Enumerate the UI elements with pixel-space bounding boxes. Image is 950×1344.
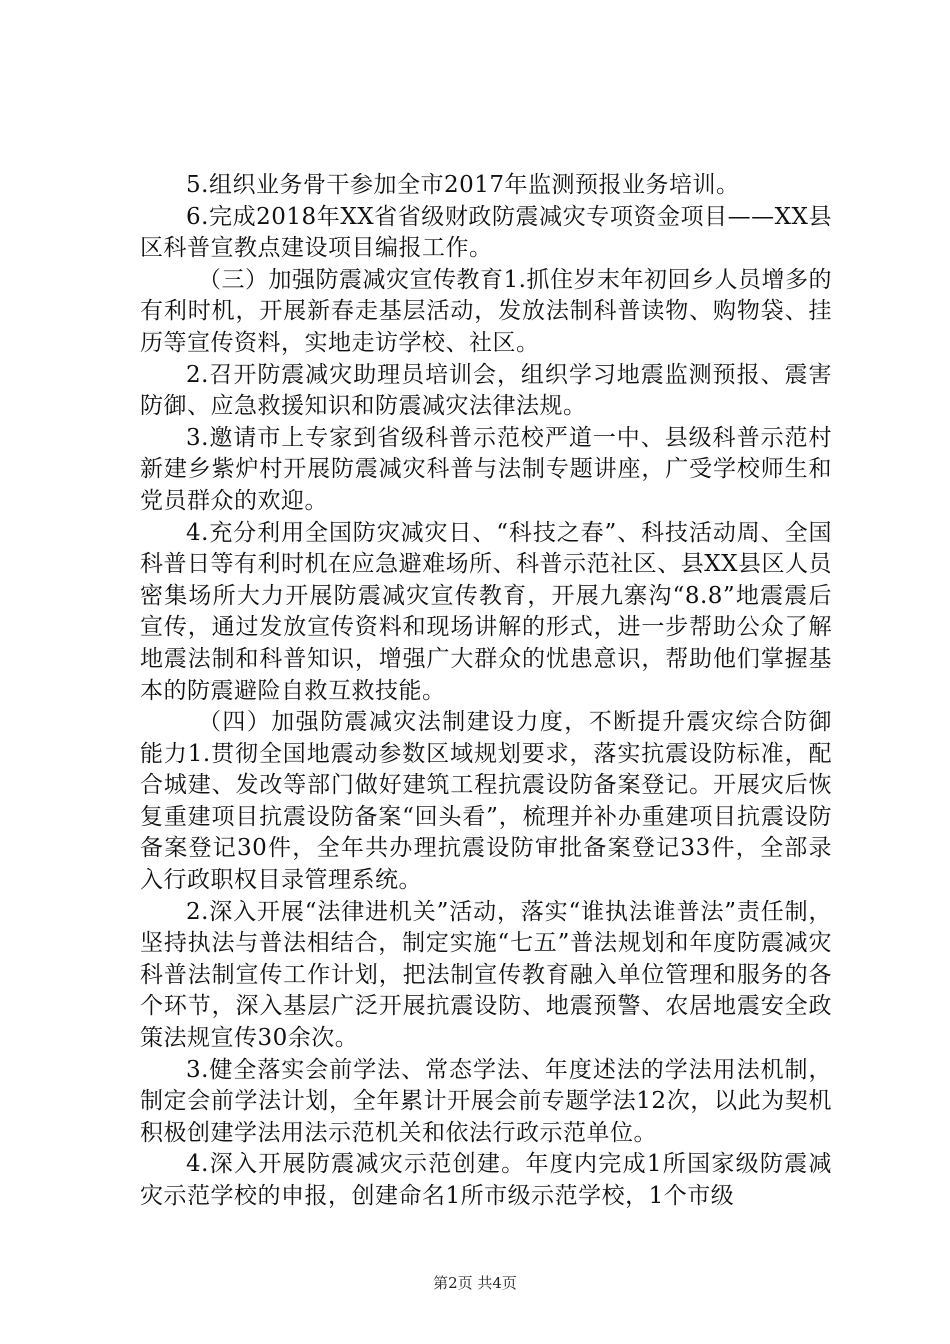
paragraph-item-6: 6.完成2018年XX省省级财政防震减灾专项资金项目——XX县区科普宣教点建设项目编报工作。 (140, 203, 832, 262)
section-heading-3: （三）加强防震减灾宣传教育1.抓住岁末年初回乡人员增多的有利时机，开展新春走基层活动，发放法制科普读物、购物袋、挂历等宣传资料，实地走访学校、社区。 (140, 266, 832, 356)
paragraph-item-4: 4.充分利用全国防灾减灾日、“科技之春”、科技活动周、全国科普日等有利时机在应急避难场所、科普示范社区、县XX县区人员密集场所大力开展防震减灾宣传教育，开展九寨沟“8.8”地震震后宣传，通过发放宣传资料和现场讲解的形式，进一步帮助公众了解地震法制和科普知识，增强广大群众的忧患意识，帮助他们掌握基本的防震避险自救互救技能。 (140, 519, 832, 704)
section-heading-4: （四）加强防震减灾法制建设力度，不断提升震灾综合防御能力1.贯彻全国地震动参数区域规划要求，落实抗震设防标准，配合城建、发改等部门做好建筑工程抗震设防备案登记。开展灾后恢复重建项目抗震设防备案“回头看”，梳理并补办重建项目抗震设防备案登记30件，全年共办理抗震设防审批备案登记33件，全部录入行政职权目录管理系统。 (140, 709, 832, 894)
paragraph-item-2b: 2.深入开展“法律进机关”活动，落实“谁执法谁普法”责任制，坚持执法与普法相结合，制定实施“七五”普法规划和年度防震减灾科普法制宣传工作计划，把法制宣传教育融入单位管理和服务的各个环节，深入基层广泛开展抗震设防、地震预警、农居地震安全政策法规宣传30余次。 (140, 898, 832, 1052)
paragraph-item-4b: 4.深入开展防震减灾示范创建。年度内完成1所国家级防震减灾示范学校的申报，创建命名1所市级示范学校，1个市级 (140, 1151, 832, 1209)
paragraph-item-5: 5.组织业务骨干参加全市2017年监测预报业务培训。 (186, 172, 740, 198)
paragraph-item-3: 3.邀请市上专家到省级科普示范校严道一中、县级科普示范村新建乡紫炉村开展防震减灾科普与法制专题讲座，广受学校师生和党员群众的欢迎。 (140, 424, 832, 514)
document-body (140, 170, 832, 1213)
page-number-footer: 第2页 共4页 (433, 1274, 517, 1292)
paragraph-item-2: 2.召开防震减灾助理员培训会，组织学习地震监测预报、震害防御、应急救援知识和防震减灾法律法规。 (140, 361, 832, 420)
paragraph-item-3b: 3.健全落实会前学法、常态学法、年度述法的学法用法机制，制定会前学法计划，全年累计开展会前专题学法12次，以此为契机积极创建学法用法示范机关和依法行政示范单位。 (140, 1056, 832, 1146)
